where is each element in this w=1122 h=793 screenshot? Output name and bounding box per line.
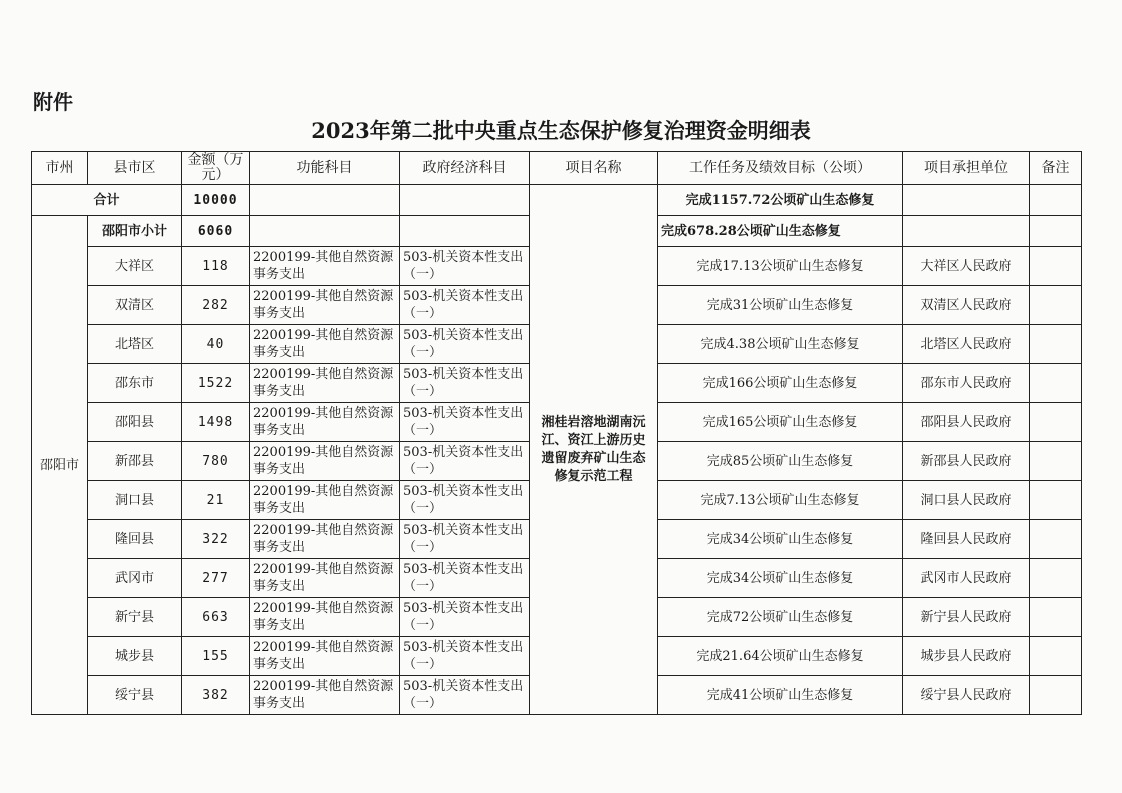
header-city: 市州	[32, 152, 88, 185]
function-subject-cell: 2200199-其他自然资源事务支出	[250, 364, 400, 403]
gov-econ-subject-cell: 503-机关资本性支出（一）	[400, 286, 530, 325]
amount-cell: 277	[182, 559, 250, 598]
project-name-cell: 湘桂岩溶地湖南沅江、资江上游历史遗留废弃矿山生态修复示范工程	[530, 185, 658, 715]
gov-econ-subject-cell: 503-机关资本性支出（一）	[400, 676, 530, 715]
function-subject-cell: 2200199-其他自然资源事务支出	[250, 598, 400, 637]
unit-cell: 新宁县人民政府	[903, 598, 1030, 637]
function-subject-cell: 2200199-其他自然资源事务支出	[250, 637, 400, 676]
gov-econ-subject-cell: 503-机关资本性支出（一）	[400, 559, 530, 598]
task-cell: 完成85公顷矿山生态修复	[658, 442, 903, 481]
total-task: 完成1157.72公顷矿山生态修复	[658, 185, 903, 216]
task-cell: 完成41公顷矿山生态修复	[658, 676, 903, 715]
gov-econ-subject-cell: 503-机关资本性支出（一）	[400, 481, 530, 520]
unit-cell: 城步县人民政府	[903, 637, 1030, 676]
subtotal-label: 邵阳市小计	[88, 216, 182, 247]
gov-econ-subject-cell: 503-机关资本性支出（一）	[400, 637, 530, 676]
amount-cell: 322	[182, 520, 250, 559]
subtotal-task: 完成678.28公顷矿山生态修复	[658, 216, 903, 247]
total-label: 合计	[32, 185, 182, 216]
remark-cell	[1030, 598, 1082, 637]
city-name: 邵阳市	[32, 216, 88, 715]
county-cell: 武冈市	[88, 559, 182, 598]
subtotal-amount: 6060	[182, 216, 250, 247]
remark-cell	[1030, 442, 1082, 481]
county-cell: 北塔区	[88, 325, 182, 364]
function-subject-cell: 2200199-其他自然资源事务支出	[250, 520, 400, 559]
remark-cell	[1030, 520, 1082, 559]
subtotal-func-cell	[250, 216, 400, 247]
header-county: 县市区	[88, 152, 182, 185]
remark-cell	[1030, 403, 1082, 442]
amount-cell: 155	[182, 637, 250, 676]
remark-cell	[1030, 559, 1082, 598]
total-amount: 10000	[182, 185, 250, 216]
page-title: 2023年第二批中央重点生态保护修复治理资金明细表	[311, 118, 811, 143]
gov-econ-subject-cell: 503-机关资本性支出（一）	[400, 598, 530, 637]
remark-cell	[1030, 637, 1082, 676]
gov-econ-subject-cell: 503-机关资本性支出（一）	[400, 247, 530, 286]
header-unit: 项目承担单位	[903, 152, 1030, 185]
header-gov-econ-subject: 政府经济科目	[400, 152, 530, 185]
unit-cell: 绥宁县人民政府	[903, 676, 1030, 715]
total-row	[32, 185, 1082, 216]
county-cell: 新邵县	[88, 442, 182, 481]
amount-cell: 40	[182, 325, 250, 364]
amount-cell: 282	[182, 286, 250, 325]
header-project-name: 项目名称	[530, 152, 658, 185]
remark-cell	[1030, 286, 1082, 325]
county-cell: 隆回县	[88, 520, 182, 559]
unit-cell: 北塔区人民政府	[903, 325, 1030, 364]
header-tasks: 工作任务及绩效目标（公顷）	[658, 152, 903, 185]
task-cell: 完成7.13公顷矿山生态修复	[658, 481, 903, 520]
subtotal-econ-cell	[400, 216, 530, 247]
task-cell: 完成165公顷矿山生态修复	[658, 403, 903, 442]
county-cell: 新宁县	[88, 598, 182, 637]
total-func-cell	[250, 185, 400, 216]
attachment-label: 附件	[33, 90, 73, 114]
gov-econ-subject-cell: 503-机关资本性支出（一）	[400, 325, 530, 364]
task-cell: 完成166公顷矿山生态修复	[658, 364, 903, 403]
subtotal-unit-cell	[903, 216, 1030, 247]
task-cell: 完成34公顷矿山生态修复	[658, 520, 903, 559]
task-cell: 完成72公顷矿山生态修复	[658, 598, 903, 637]
function-subject-cell: 2200199-其他自然资源事务支出	[250, 286, 400, 325]
gov-econ-subject-cell: 503-机关资本性支出（一）	[400, 403, 530, 442]
unit-cell: 邵东市人民政府	[903, 364, 1030, 403]
county-cell: 洞口县	[88, 481, 182, 520]
gov-econ-subject-cell: 503-机关资本性支出（一）	[400, 442, 530, 481]
task-cell: 完成31公顷矿山生态修复	[658, 286, 903, 325]
task-cell: 完成4.38公顷矿山生态修复	[658, 325, 903, 364]
function-subject-cell: 2200199-其他自然资源事务支出	[250, 481, 400, 520]
unit-cell: 大祥区人民政府	[903, 247, 1030, 286]
unit-cell: 邵阳县人民政府	[903, 403, 1030, 442]
task-cell: 完成34公顷矿山生态修复	[658, 559, 903, 598]
amount-cell: 382	[182, 676, 250, 715]
function-subject-cell: 2200199-其他自然资源事务支出	[250, 559, 400, 598]
task-cell: 完成21.64公顷矿山生态修复	[658, 637, 903, 676]
task-cell: 完成17.13公顷矿山生态修复	[658, 247, 903, 286]
remark-cell	[1030, 676, 1082, 715]
amount-cell: 21	[182, 481, 250, 520]
header-remark: 备注	[1030, 152, 1082, 185]
function-subject-cell: 2200199-其他自然资源事务支出	[250, 325, 400, 364]
unit-cell: 武冈市人民政府	[903, 559, 1030, 598]
function-subject-cell: 2200199-其他自然资源事务支出	[250, 247, 400, 286]
gov-econ-subject-cell: 503-机关资本性支出（一）	[400, 520, 530, 559]
county-cell: 城步县	[88, 637, 182, 676]
unit-cell: 隆回县人民政府	[903, 520, 1030, 559]
county-cell: 绥宁县	[88, 676, 182, 715]
amount-cell: 1522	[182, 364, 250, 403]
county-cell: 大祥区	[88, 247, 182, 286]
gov-econ-subject-cell: 503-机关资本性支出（一）	[400, 364, 530, 403]
header-amount: 金额（万元）	[182, 152, 250, 185]
header-row	[32, 152, 1082, 185]
county-cell: 邵东市	[88, 364, 182, 403]
unit-cell: 洞口县人民政府	[903, 481, 1030, 520]
amount-cell: 780	[182, 442, 250, 481]
amount-cell: 118	[182, 247, 250, 286]
remark-cell	[1030, 364, 1082, 403]
subtotal-remark-cell	[1030, 216, 1082, 247]
header-function-subject: 功能科目	[250, 152, 400, 185]
county-cell: 双清区	[88, 286, 182, 325]
funding-table	[31, 151, 1082, 715]
remark-cell	[1030, 481, 1082, 520]
remark-cell	[1030, 325, 1082, 364]
function-subject-cell: 2200199-其他自然资源事务支出	[250, 403, 400, 442]
amount-cell: 663	[182, 598, 250, 637]
total-unit-cell	[903, 185, 1030, 216]
function-subject-cell: 2200199-其他自然资源事务支出	[250, 676, 400, 715]
amount-cell: 1498	[182, 403, 250, 442]
county-cell: 邵阳县	[88, 403, 182, 442]
total-remark-cell	[1030, 185, 1082, 216]
remark-cell	[1030, 247, 1082, 286]
unit-cell: 新邵县人民政府	[903, 442, 1030, 481]
function-subject-cell: 2200199-其他自然资源事务支出	[250, 442, 400, 481]
total-econ-cell	[400, 185, 530, 216]
unit-cell: 双清区人民政府	[903, 286, 1030, 325]
